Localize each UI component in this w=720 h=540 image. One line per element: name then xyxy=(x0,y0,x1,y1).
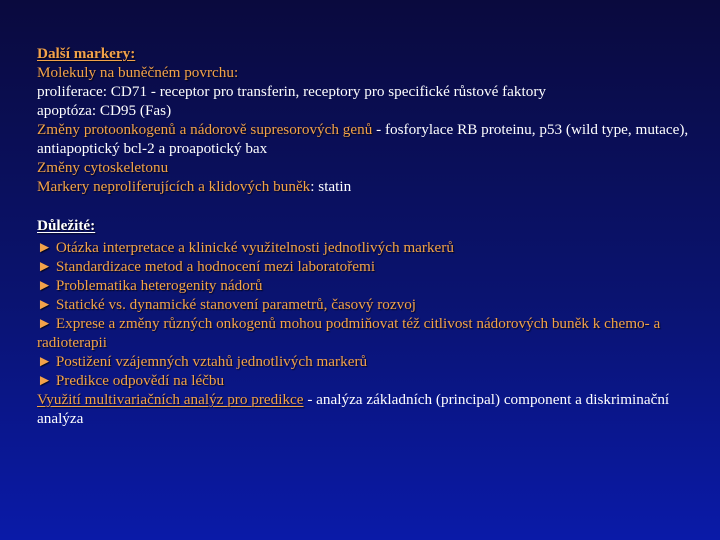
bullet-arrow-icon: ► xyxy=(37,258,53,275)
important-item xyxy=(37,295,697,314)
multivariate-paragraph xyxy=(37,390,697,428)
important-item-text: Predikce odpovědí na léčbu xyxy=(55,372,225,389)
oncogene-label: Změny protoonkogenů a nádorově supresorových genů xyxy=(37,121,373,138)
nonproliferating-text: : statin xyxy=(310,178,352,195)
bullet-arrow-icon: ► xyxy=(37,296,53,313)
bullet-arrow-icon: ► xyxy=(37,372,53,389)
bullet-arrow-icon: ► xyxy=(37,315,53,332)
oncogene-paragraph xyxy=(37,120,697,158)
important-item xyxy=(37,352,697,371)
nonproliferating-paragraph xyxy=(37,177,697,196)
section-title-markers: Další markery: xyxy=(37,45,136,62)
bullet-arrow-icon: ► xyxy=(37,239,53,256)
bullet-arrow-icon: ► xyxy=(37,277,53,294)
oncogene-text: - fosforylace RB proteinu, p53 (wild type, mutace), antiapoptický bcl-2 a proapotický bax xyxy=(37,121,689,157)
important-item xyxy=(37,371,697,390)
important-item-text: Standardizace metod a hodnocení mezi laboratořemi xyxy=(55,258,376,275)
slide-content xyxy=(37,44,697,428)
multivariate-text: - analýza základních (principal) component a diskriminační analýza xyxy=(37,391,670,427)
surface-molecules-heading: Molekuly na buněčném povrchu: xyxy=(37,64,239,81)
spacer xyxy=(37,196,697,216)
section-title-important: Důležité: xyxy=(37,217,96,234)
important-item-text: Postižení vzájemných vztahů jednotlivých markerů xyxy=(55,353,368,370)
bullet-arrow-icon: ► xyxy=(37,353,53,370)
nonproliferating-label: Markery neproliferujících a klidových buněk xyxy=(37,178,311,195)
important-item-text: Statické vs. dynamické stanovení parametrů, časový rozvoj xyxy=(55,296,417,313)
important-item xyxy=(37,276,697,295)
cytoskeleton-text: Změny cytoskeletonu xyxy=(37,159,169,176)
apoptosis-text: apoptóza: CD95 (Fas) xyxy=(37,102,172,119)
multivariate-link[interactable]: Využití multivariačních analýz pro predikce xyxy=(37,391,304,408)
important-item-text: Problematika heterogenity nádorů xyxy=(55,277,263,294)
important-item xyxy=(37,238,697,257)
important-item-text: Otázka interpretace a klinické využitelnosti jednotlivých markerů xyxy=(55,239,454,256)
proliferation-text: proliferace: CD71 - receptor pro transferin, receptory pro specifické růstové faktory xyxy=(37,83,546,100)
important-item-text: Exprese a změny různých onkogenů mohou podmiňovat též citlivost nádorových buněk k chemo- a radioterapii xyxy=(37,315,661,351)
important-item xyxy=(37,257,697,276)
important-item xyxy=(37,314,697,352)
